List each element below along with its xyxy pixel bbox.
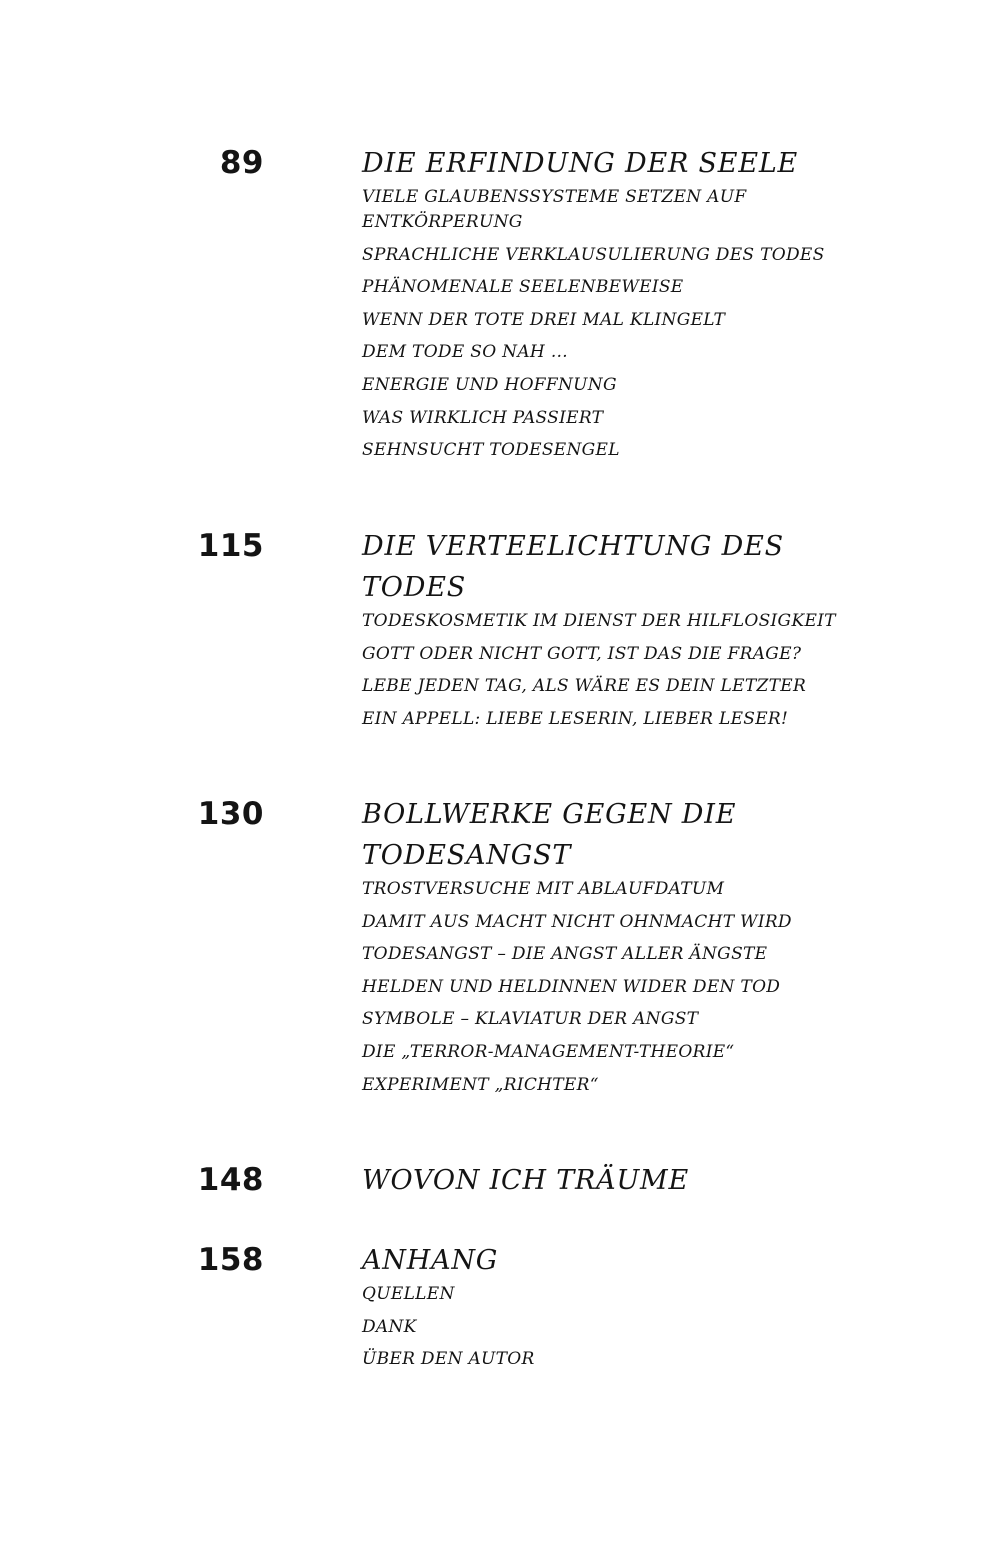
section-entry: TODESANGST – DIE ANGST ALLER ÄNGSTE: [362, 944, 768, 965]
section-entry: HELDEN UND HELDINNEN WIDER DEN TOD: [362, 976, 781, 997]
section-entry: TODESKOSMETIK IM DIENST DER HILFLOSIGKEIT: [362, 611, 836, 631]
section-entry: DANK: [362, 1316, 417, 1337]
section-entry: WAS WIRKLICH PASSIERT: [362, 407, 604, 428]
section-entry: GOTT ODER NICHT GOTT, IST DAS DIE FRAGE?: [362, 643, 802, 664]
section-list: [362, 877, 852, 1098]
chapter-body: [362, 794, 852, 1105]
chapter-title: BOLLWERKE GEGEN DIE TODESANGST: [362, 799, 737, 871]
section-entry: PHÄNOMENALE SEELENBEWEISE: [362, 277, 684, 298]
section-entry: TROSTVERSUCHE MIT ABLAUFDATUM: [362, 879, 725, 899]
section-entry: ENERGIE UND HOFFNUNG: [362, 374, 617, 395]
section-entry: SYMBOLE – KLAVIATUR DER ANGST: [362, 1009, 699, 1030]
section-entry: WENN DER TOTE DREI MAL KLINGELT: [362, 309, 726, 330]
section-entry: DEM TODE SO NAH …: [362, 342, 569, 363]
chapter-title: DIE ERFINDUNG DER SEELE: [362, 148, 799, 179]
section-entry: EXPERIMENT „RICHTER“: [362, 1074, 599, 1095]
chapter-body: [362, 526, 852, 739]
chapter-title: ANHANG: [362, 1245, 499, 1276]
section-entry: DIE „TERROR-MANAGEMENT-THEORIE“: [362, 1041, 735, 1062]
section-entry: QUELLEN: [362, 1284, 455, 1304]
section-list: [362, 1282, 852, 1372]
chapter-body: [362, 1160, 852, 1202]
chapter-title: DIE VERTEELICHTUNG DES TODES: [362, 531, 784, 603]
section-entry: LEBE JEDEN TAG, ALS WÄRE ES DEIN LETZTER: [362, 676, 807, 697]
chapter-page-number: 115: [197, 528, 264, 564]
section-entry: VIELE GLAUBENSSYSTEME SETZEN AUF ENTKÖRPERUNG: [362, 187, 747, 232]
chapter-page-number: 158: [197, 1242, 264, 1278]
section-entry: SPRACHLICHE VERKLAUSULIERUNG DES TODES: [362, 244, 825, 265]
section-entry: SEHNSUCHT TODESENGEL: [362, 440, 620, 461]
chapter-page-number: 148: [197, 1162, 264, 1198]
section-entry: DAMIT AUS MACHT NICHT OHNMACHT WIRD: [362, 911, 792, 932]
chapter-page-number: 89: [219, 145, 264, 181]
section-list: [362, 609, 852, 732]
chapter-title: WOVON ICH TRÄUME: [362, 1165, 689, 1196]
chapter-body: [362, 1240, 852, 1380]
section-list: [362, 185, 852, 463]
chapter-body: [362, 143, 852, 471]
section-entry: EIN APPELL: LIEBE LESERIN, LIEBER LESER!: [362, 708, 789, 729]
section-entry: ÜBER DEN AUTOR: [362, 1349, 535, 1370]
chapter-page-number: 130: [197, 796, 264, 832]
